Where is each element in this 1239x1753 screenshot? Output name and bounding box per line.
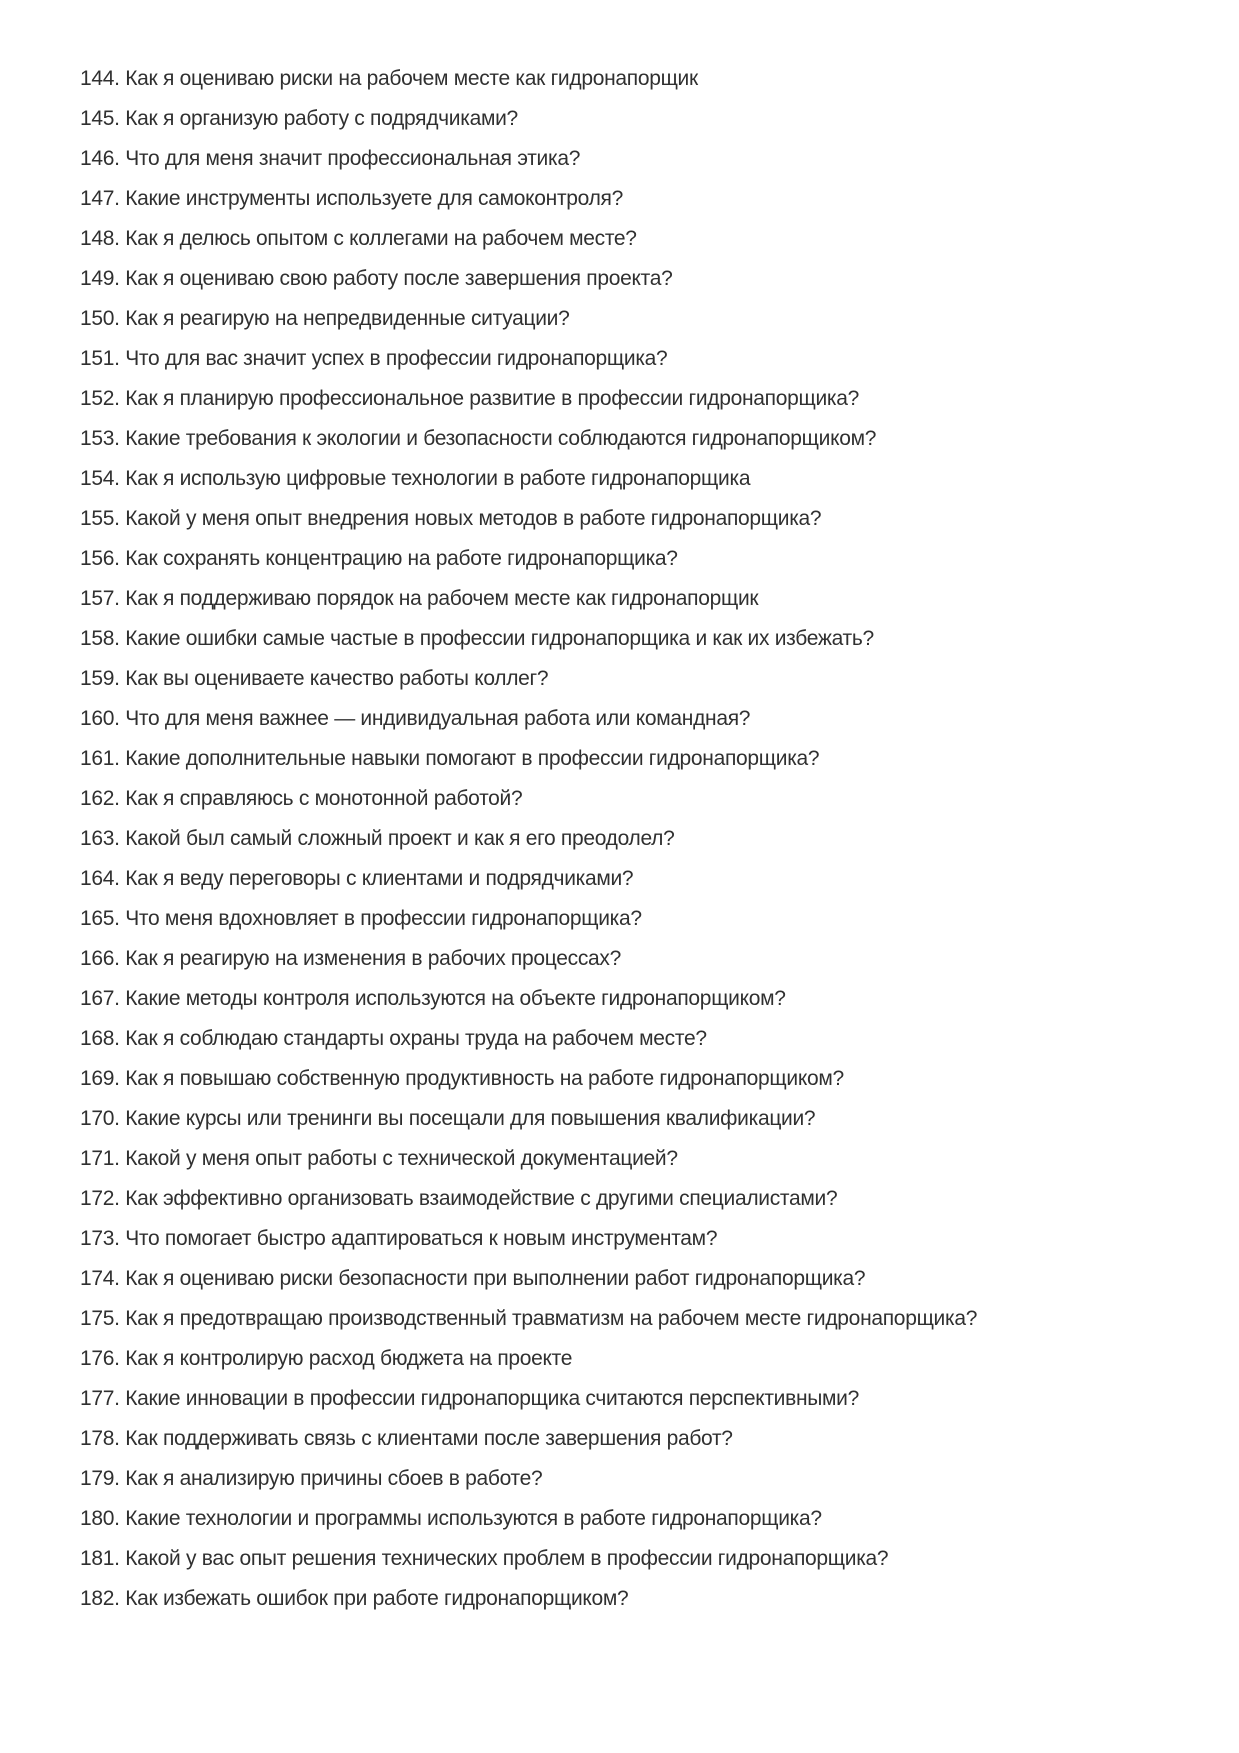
list-item [80,1259,1085,1299]
item-number: 144. [80,67,120,90]
item-text: Как я использую цифровые технологии в работе гидронапорщика [125,467,751,490]
item-text: Как я справляюсь с монотонной работой? [125,787,523,810]
item-number: 152. [80,387,120,410]
item-text: Какие методы контроля используются на объекте гидронапорщиком? [125,987,786,1010]
item-text: Как я контролирую расход бюджета на проекте [125,1347,573,1370]
list-item [80,179,1085,219]
item-text: Как я анализирую причины сбоев в работе? [125,1467,543,1490]
item-number: 177. [80,1387,120,1410]
item-number: 180. [80,1507,120,1530]
item-number: 164. [80,867,120,890]
item-text: Какие требования к экологии и безопасности соблюдаются гидронапорщиком? [125,427,877,450]
item-number: 179. [80,1467,120,1490]
list-item [80,539,1085,579]
list-item [80,1099,1085,1139]
item-text: Как я предотвращаю производственный травматизм на рабочем месте гидронапорщика? [125,1307,978,1330]
item-text: Какие инструменты используете для самоконтроля? [125,187,623,210]
list-item [80,1019,1085,1059]
list-item [80,379,1085,419]
item-number: 158. [80,627,120,650]
list-item [80,699,1085,739]
list-item [80,1339,1085,1379]
item-text: Как я оцениваю свою работу после завершения проекта? [125,267,673,290]
item-text: Какие технологии и программы используются в работе гидронапорщика? [125,1507,822,1530]
list-item [80,459,1085,499]
list-item [80,1179,1085,1219]
item-number: 153. [80,427,120,450]
list-item [80,899,1085,939]
item-number: 174. [80,1267,120,1290]
list-item [80,979,1085,1019]
list-item [80,1419,1085,1459]
list-item [80,1059,1085,1099]
item-number: 166. [80,947,120,970]
item-text: Какой у вас опыт решения технических проблем в профессии гидронапорщика? [125,1547,889,1570]
item-number: 149. [80,267,120,290]
list-item [80,859,1085,899]
item-number: 169. [80,1067,120,1090]
item-text: Как я организую работу с подрядчиками? [125,107,518,130]
item-text: Какой был самый сложный проект и как я его преодолел? [125,827,675,850]
list-item [80,419,1085,459]
item-number: 167. [80,987,120,1010]
item-text: Как я оцениваю риски безопасности при выполнении работ гидронапорщика? [125,1267,866,1290]
list-item [80,259,1085,299]
list-item [80,339,1085,379]
item-number: 182. [80,1587,120,1610]
item-text: Как я соблюдаю стандарты охраны труда на рабочем месте? [125,1027,707,1050]
item-number: 145. [80,107,120,130]
list-item [80,1299,1085,1339]
item-text: Какой у меня опыт работы с технической документацией? [125,1147,678,1170]
item-text: Как вы оцениваете качество работы коллег? [125,667,549,690]
list-item [80,99,1085,139]
item-number: 168. [80,1027,120,1050]
item-number: 165. [80,907,120,930]
item-text: Какие дополнительные навыки помогают в профессии гидронапорщика? [125,747,820,770]
item-text: Что для меня важнее — индивидуальная работа или командная? [125,707,751,730]
list-item [80,659,1085,699]
list-item [80,819,1085,859]
item-text: Как я реагирую на непредвиденные ситуации? [125,307,570,330]
list-item [80,139,1085,179]
item-number: 160. [80,707,120,730]
item-number: 175. [80,1307,120,1330]
list-item [80,59,1085,99]
item-text: Как я планирую профессиональное развитие в профессии гидронапорщика? [125,387,859,410]
item-text: Как избежать ошибок при работе гидронапорщиком? [125,1587,629,1610]
list-item [80,939,1085,979]
item-text: Какие курсы или тренинги вы посещали для повышения квалификации? [125,1107,816,1130]
item-text: Что меня вдохновляет в профессии гидронапорщика? [125,907,642,930]
item-number: 171. [80,1147,120,1170]
item-text: Как я реагирую на изменения в рабочих процессах? [125,947,621,970]
list-item [80,1219,1085,1259]
item-text: Как я делюсь опытом с коллегами на рабочем месте? [125,227,637,250]
item-number: 172. [80,1187,120,1210]
item-number: 147. [80,187,120,210]
item-text: Как я повышаю собственную продуктивность на работе гидронапорщиком? [125,1067,844,1090]
item-number: 162. [80,787,120,810]
item-number: 181. [80,1547,120,1570]
item-text: Как сохранять концентрацию на работе гидронапорщика? [125,547,678,570]
item-number: 156. [80,547,120,570]
list-item [80,1499,1085,1539]
item-number: 178. [80,1427,120,1450]
list-item [80,1459,1085,1499]
item-number: 154. [80,467,120,490]
item-number: 170. [80,1107,120,1130]
list-item [80,1139,1085,1179]
item-number: 150. [80,307,120,330]
list-item [80,1379,1085,1419]
item-number: 159. [80,667,120,690]
list-item [80,619,1085,659]
list-item [80,739,1085,779]
item-text: Что помогает быстро адаптироваться к новым инструментам? [125,1227,718,1250]
item-text: Какой у меня опыт внедрения новых методов в работе гидронапорщика? [125,507,822,530]
list-item [80,499,1085,539]
item-number: 176. [80,1347,120,1370]
list-item [80,779,1085,819]
list-item [80,299,1085,339]
list-item [80,219,1085,259]
item-text: Что для вас значит успех в профессии гидронапорщика? [125,347,668,370]
item-number: 151. [80,347,120,370]
item-text: Что для меня значит профессиональная этика? [125,147,581,170]
item-number: 173. [80,1227,120,1250]
item-number: 163. [80,827,120,850]
item-text: Как я оцениваю риски на рабочем месте как гидронапорщик [125,67,698,90]
item-text: Какие инновации в профессии гидронапорщика считаются перспективными? [125,1387,859,1410]
item-number: 146. [80,147,120,170]
item-text: Как я веду переговоры с клиентами и подрядчиками? [125,867,634,890]
item-text: Как я поддерживаю порядок на рабочем месте как гидронапорщик [125,587,759,610]
item-text: Какие ошибки самые частые в профессии гидронапорщика и как их избежать? [125,627,874,650]
list-item [80,579,1085,619]
item-number: 148. [80,227,120,250]
item-number: 155. [80,507,120,530]
item-number: 157. [80,587,120,610]
question-list [80,59,1085,1619]
list-item [80,1539,1085,1579]
item-text: Как эффективно организовать взаимодействие с другими специалистами? [125,1187,838,1210]
item-text: Как поддерживать связь с клиентами после завершения работ? [125,1427,733,1450]
list-item [80,1579,1085,1619]
item-number: 161. [80,747,120,770]
